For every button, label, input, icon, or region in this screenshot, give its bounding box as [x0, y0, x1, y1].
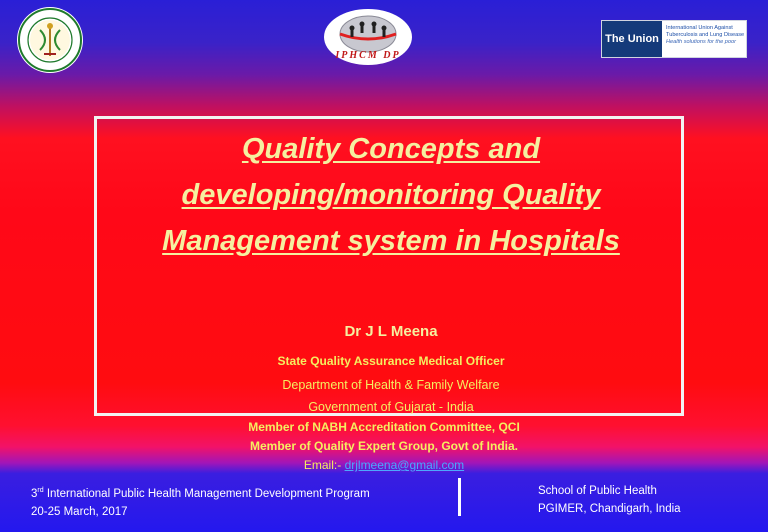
union-logo-tagline: [666, 25, 746, 46]
union-tagline-1: International Union Against: [666, 25, 733, 31]
speaker-designation: State Quality Assurance Medical Officer: [277, 354, 505, 368]
email-row: [0, 458, 768, 472]
footer-host: [538, 482, 681, 518]
union-logo-name: The Union: [602, 21, 662, 57]
union-tagline-3: Health solutions for the poor: [666, 39, 736, 45]
speaker-department: Department of Health & Family Welfare: [282, 378, 500, 392]
footer-program: [31, 482, 370, 521]
host-location: PGIMER, Chandigarh, India: [538, 503, 681, 515]
iphm-globe-logo: [322, 8, 414, 66]
footer-divider: [458, 478, 461, 516]
program-name: International Public Health Management Development Program: [43, 487, 370, 500]
program-ordinal-suffix: rd: [37, 487, 44, 494]
title-line-2: developing/monitoring Quality: [181, 179, 601, 211]
title-line-1: Quality Concepts and: [241, 133, 541, 165]
program-ordinal: 3: [31, 487, 38, 500]
title-line-3: Management system in Hospitals: [162, 225, 620, 257]
slide-title: [96, 126, 686, 264]
speaker-government: Government of Gujarat - India: [308, 400, 474, 414]
host-school: School of Public Health: [538, 485, 657, 497]
program-dates: 20-25 March, 2017: [31, 505, 128, 518]
membership-nabh: Member of NABH Accreditation Committee, QCI: [248, 420, 520, 434]
union-tagline-2: Tuberculosis and Lung Disease: [666, 32, 745, 38]
iphm-logo-text: IPHCM DP: [335, 50, 401, 61]
program-title: [31, 482, 370, 503]
the-union-logo: [601, 20, 747, 58]
speaker-name: Dr J L Meena: [344, 323, 438, 340]
email-label: Email:-: [303, 458, 342, 472]
institute-seal-logo: [10, 6, 90, 74]
membership-quality-group: Member of Quality Expert Group, Govt of India.: [249, 439, 519, 453]
email-link[interactable]: drjlmeena@gmail.com: [344, 458, 465, 472]
